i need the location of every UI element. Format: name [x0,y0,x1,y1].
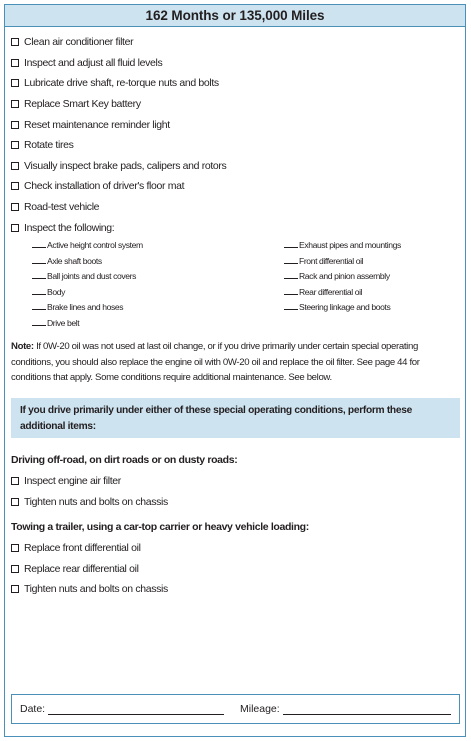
checklist-item-label: Replace Smart Key battery [24,98,141,111]
checkbox[interactable] [11,100,19,108]
checkoff-blank[interactable] [284,255,298,264]
inspect-item-label: Body [47,286,65,297]
inspect-item-label: Rack and pinion assembly [299,271,390,282]
checklist-item-label: Reset maintenance reminder light [24,118,170,131]
main-checklist [11,32,461,238]
checklist-item-label: Replace rear differential oil [24,562,139,575]
inspect-item-label: Brake lines and hoses [47,302,124,313]
checkoff-blank[interactable] [284,270,298,279]
inspect-item-label: Axle shaft boots [47,255,102,266]
inspect-item-label: Exhaust pipes and mountings [299,240,401,250]
inspect-list-left [32,238,143,332]
checklist-item-label: Inspect the following: [24,221,115,234]
checklist-item[interactable] [11,197,461,218]
mileage-line[interactable] [283,704,451,715]
checkoff-blank[interactable] [32,317,46,326]
checkoff-blank[interactable] [32,286,46,295]
checklist-item-label: Road-test vehicle [24,201,100,214]
inspect-item[interactable] [284,254,401,270]
checklist-item[interactable] [11,94,461,115]
inspect-item-label: Steering linkage and boots [299,302,391,313]
checkbox[interactable] [11,162,19,170]
special-conditions-callout: If you drive primarily under either of these special operating conditions, perform these additional items: [11,398,460,438]
inspect-list-right [284,238,401,316]
inspect-item-label: Front differential oil [299,255,364,266]
oil-note [11,339,461,386]
checklist-item[interactable] [11,135,461,156]
checkbox[interactable] [11,79,19,87]
checkoff-blank[interactable] [32,301,46,310]
checklist-item[interactable] [11,538,461,559]
checklist-item-label: Tighten nuts and bolts on chassis [24,583,168,596]
inspect-item[interactable] [284,300,401,316]
checkoff-blank[interactable] [32,239,46,248]
checklist-item[interactable] [11,471,461,492]
towing-heading: Towing a trailer, using a car-top carrier or heavy vehicle loading: [11,521,309,533]
mileage-field[interactable] [240,703,451,715]
checkbox[interactable] [11,38,19,46]
offroad-heading: Driving off-road, on dirt roads or on dusty roads: [11,454,238,466]
maintenance-card [4,4,466,737]
inspect-item[interactable] [284,269,401,285]
date-field[interactable] [20,703,224,715]
checklist-item-label: Lubricate drive shaft, re-torque nuts and bolts [24,77,219,90]
inspect-item[interactable] [32,254,143,270]
checkbox[interactable] [11,141,19,149]
inspect-item[interactable] [32,300,143,316]
inspect-item[interactable] [32,238,143,254]
checklist-item[interactable] [11,114,461,135]
inspect-item[interactable] [32,269,143,285]
checkbox[interactable] [11,121,19,129]
service-record-footer [11,694,460,724]
checklist-item[interactable] [11,156,461,177]
inspect-item[interactable] [32,285,143,301]
checkbox[interactable] [11,585,19,593]
checkoff-blank[interactable] [284,286,298,295]
inspect-item-label: Active height control system [47,240,143,250]
checklist-item-label: Tighten nuts and bolts on chassis [24,495,168,508]
checkoff-blank[interactable] [32,255,46,264]
checkoff-blank[interactable] [284,239,298,248]
checklist-item[interactable] [11,73,461,94]
offroad-checklist [11,471,461,512]
date-line[interactable] [48,704,224,715]
page-title: 162 Months or 135,000 Miles [5,5,465,27]
mileage-label: Mileage: [240,703,280,715]
towing-checklist [11,538,461,600]
checklist-item-label: Visually inspect brake pads, calipers and rotors [24,159,227,172]
note-text: If 0W-20 oil was not used at last oil change, or if you drive primarily under certain special operating conditions, you should also replace the engine oil with 0W-20 oil and replace the oil filter. See page 44 for conditions that apply. Some conditions require additional maintenance. See below. [11,341,420,384]
date-label: Date: [20,703,46,715]
checkoff-blank[interactable] [284,301,298,310]
checkoff-blank[interactable] [32,270,46,279]
checkbox[interactable] [11,224,19,232]
checkbox[interactable] [11,498,19,506]
inspect-item[interactable] [284,285,401,301]
checkbox[interactable] [11,544,19,552]
checkbox[interactable] [11,59,19,67]
checkbox[interactable] [11,477,19,485]
inspect-item-label: Rear differential oil [299,286,363,297]
checklist-item-label: Check installation of driver's floor mat [24,180,185,193]
checkbox[interactable] [11,182,19,190]
checklist-item-label: Clean air conditioner filter [24,36,134,49]
checklist-item[interactable] [11,53,461,74]
checkbox[interactable] [11,203,19,211]
checklist-item-label: Inspect engine air filter [24,475,121,488]
checklist-item[interactable] [11,217,461,238]
note-label: Note: [11,341,34,352]
checklist-item[interactable] [11,32,461,53]
checklist-item[interactable] [11,492,461,513]
checklist-item-label: Rotate tires [24,139,74,152]
inspect-item[interactable] [32,316,143,332]
checklist-item[interactable] [11,176,461,197]
checklist-item-label: Inspect and adjust all fluid levels [24,56,163,69]
checklist-item[interactable] [11,579,461,600]
checklist-item[interactable] [11,559,461,580]
checkbox[interactable] [11,565,19,573]
inspect-item[interactable] [284,238,401,254]
inspect-item-label: Drive belt [47,317,80,328]
checklist-item-label: Replace front differential oil [24,542,141,555]
inspect-item-label: Ball joints and dust covers [47,271,137,282]
